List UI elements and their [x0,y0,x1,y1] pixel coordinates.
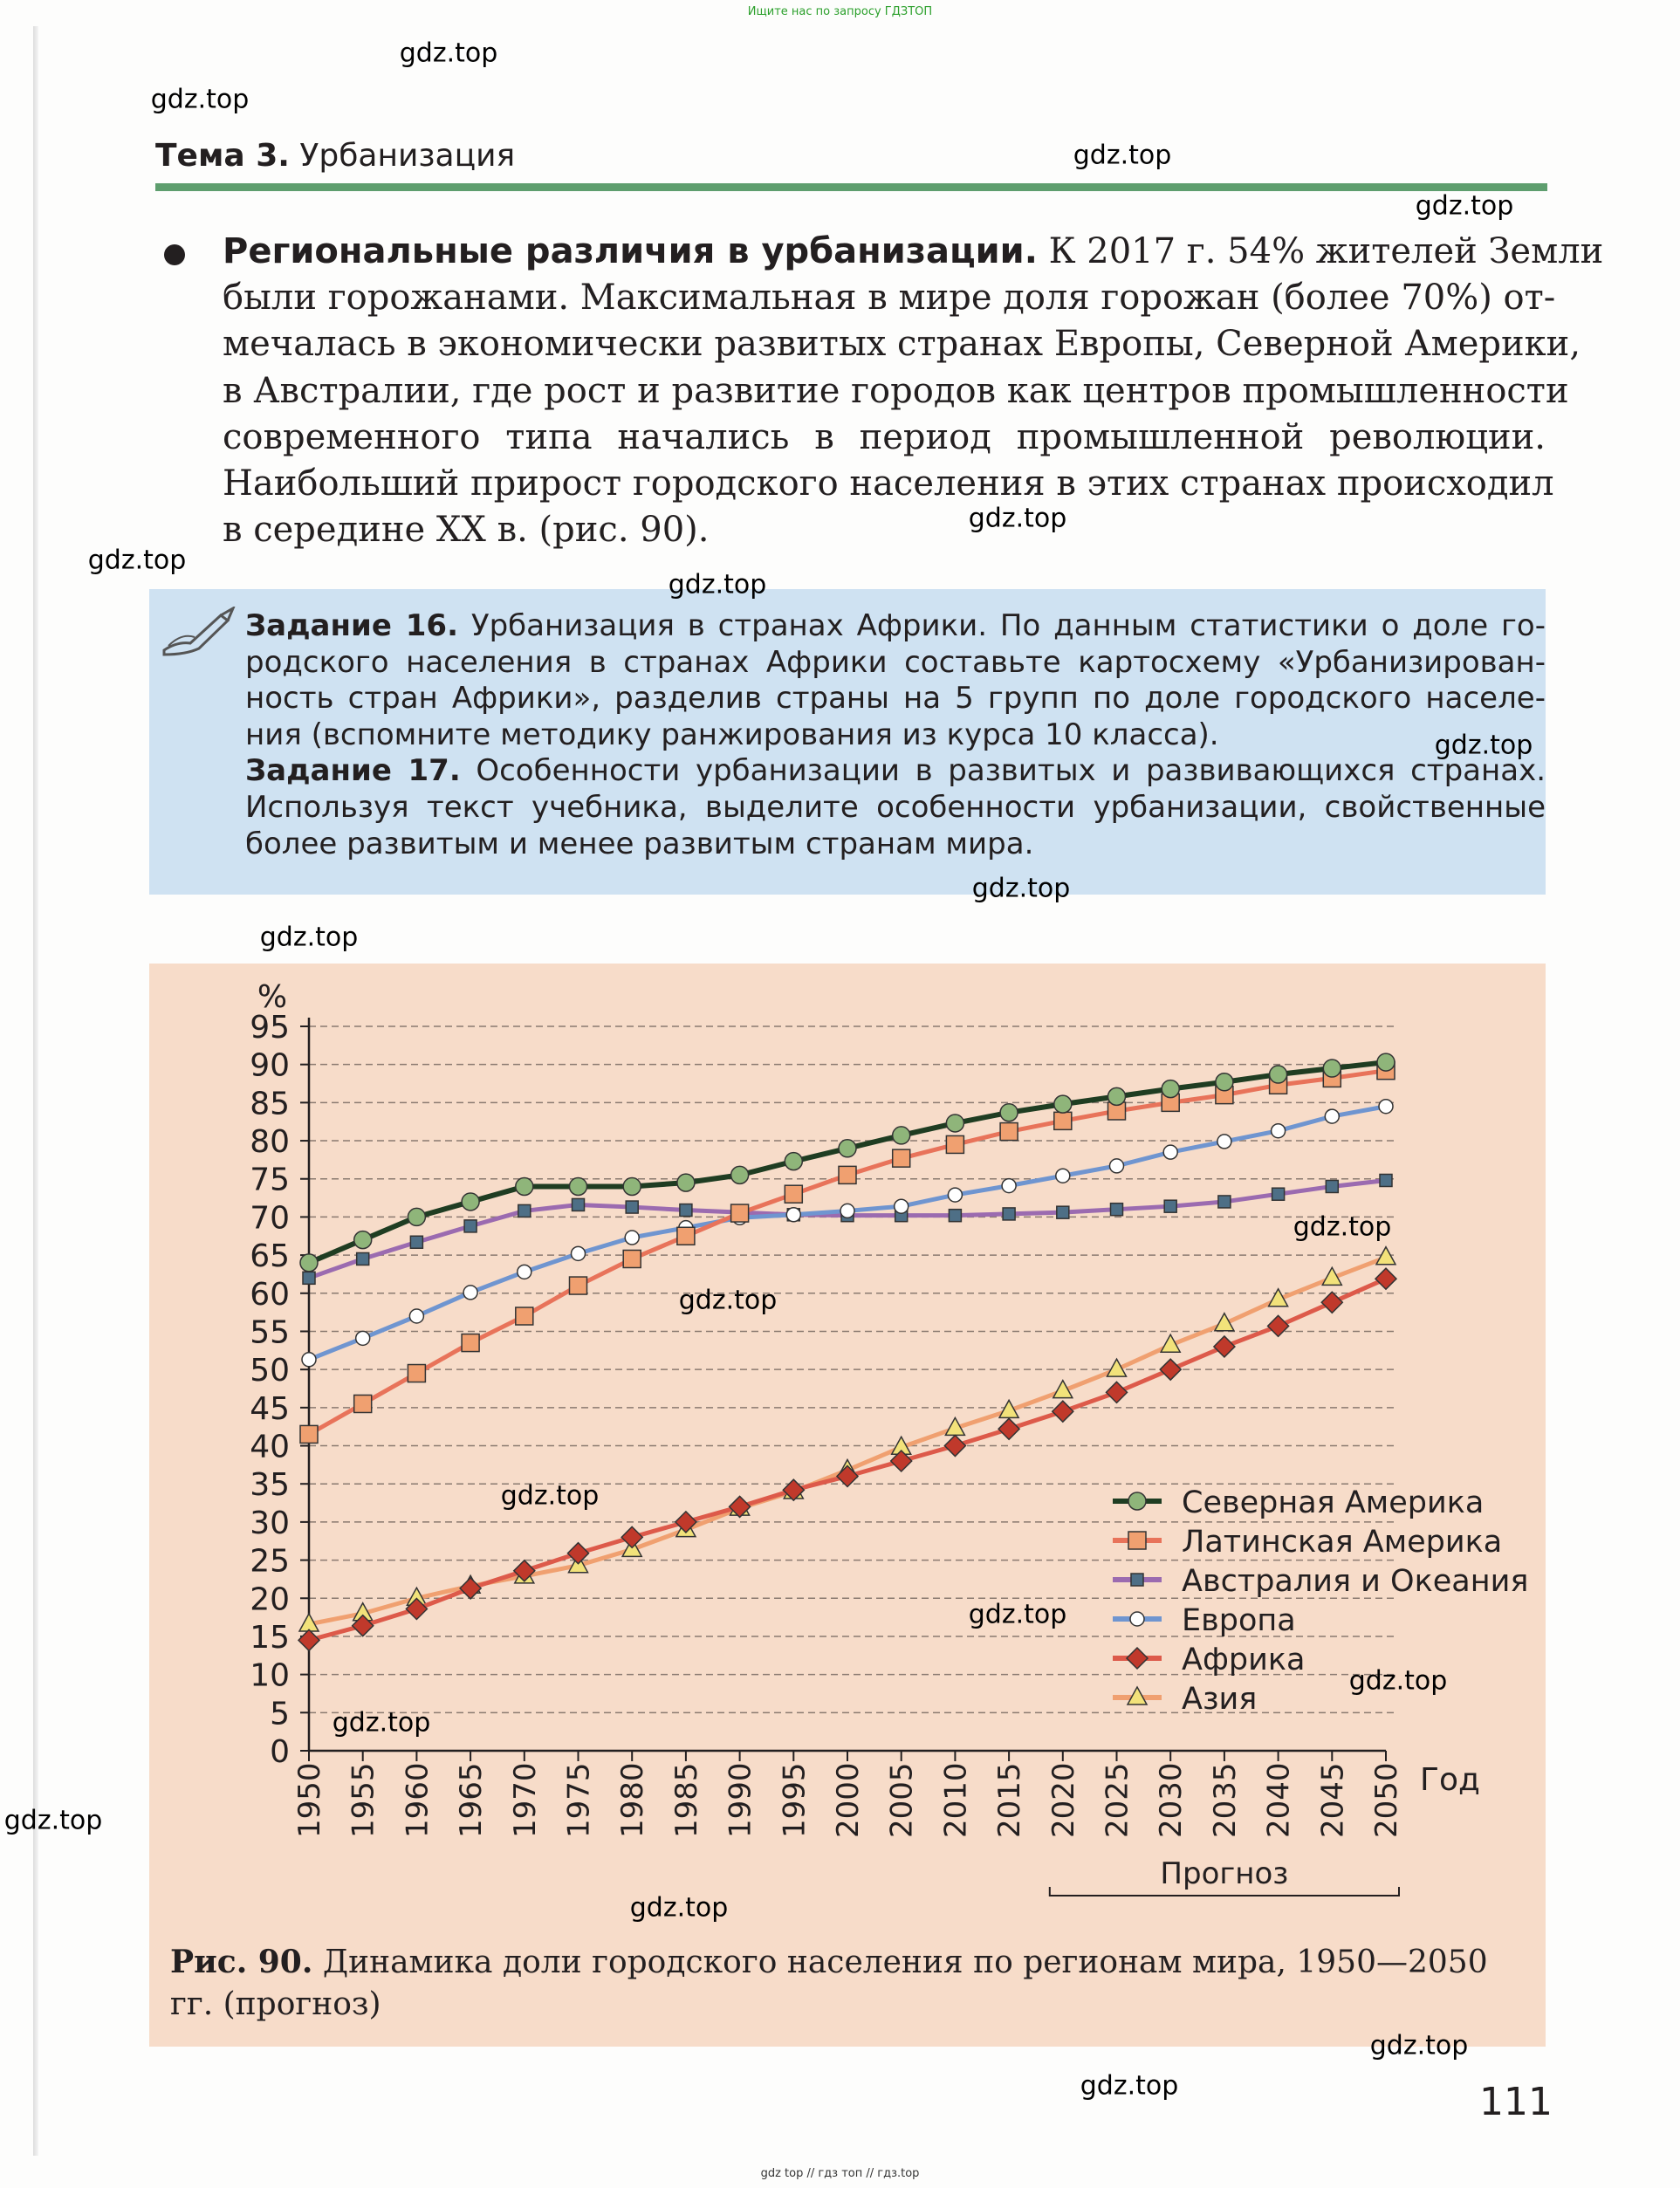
data-point [460,1578,481,1599]
data-point [731,1166,749,1183]
data-point [1270,1066,1287,1083]
paragraph-lead: Региональные различия в урбанизации. [223,231,1038,271]
y-tick-label: 90 [250,1047,290,1084]
data-point [998,1418,1019,1439]
data-point [1000,1104,1018,1121]
data-point [408,1365,425,1382]
legend-label: Африка [1182,1643,1306,1677]
paragraph-line: были горожанами. Максимальная в мире доля горожан (более 70%) от- [223,278,1556,319]
x-tick-label: 1955 [346,1762,381,1838]
page-number: 111 [1479,2080,1553,2124]
paragraph-line: мечалась в экономически развитых странах Европы, Северной Америки, [223,324,1581,365]
data-point [785,1185,802,1203]
data-point [518,1204,531,1217]
watermark: gdz.top [1369,2030,1469,2061]
y-tick-label: 60 [250,1276,290,1313]
task-17-line [245,753,1546,790]
data-point [1003,1208,1015,1220]
paragraph-line: в середине XX в. (рис. 90). [223,510,710,551]
y-tick-label: 5 [270,1696,290,1732]
data-point [1054,1112,1072,1129]
data-point [944,1436,965,1457]
data-point [570,1277,587,1294]
data-point [516,1307,533,1325]
data-point [1218,1196,1231,1208]
legend-label: Азия [1182,1682,1258,1717]
topic-title: Урбанизация [299,138,516,174]
y-tick-label: 65 [250,1238,290,1275]
data-point [1107,1382,1128,1403]
watermark: gdz.top [1415,190,1514,222]
page-edge [33,26,38,2156]
watermark: gdz.top [668,569,767,600]
watermark: gdz.top [399,38,498,69]
data-point [518,1265,531,1279]
y-tick-label: 35 [250,1467,290,1504]
data-point [462,1193,479,1211]
data-point [675,1512,696,1533]
x-tick-label: 1980 [615,1762,651,1838]
watermark: gdz.top [629,1892,729,1924]
data-point [1272,1188,1285,1200]
data-point [410,1236,422,1248]
data-point [949,1210,961,1222]
data-point [677,1227,695,1245]
data-point [464,1220,477,1232]
data-point [1323,1060,1341,1077]
data-point [623,1177,641,1195]
data-point [408,1208,425,1225]
bottom-footer[interactable]: gdz top // гдз топ // гдз.top [760,2167,920,2180]
data-point [1057,1206,1069,1218]
watermark: gdz.top [1073,140,1172,171]
watermark: gdz.top [1434,730,1533,761]
data-point [1216,1073,1233,1091]
data-point [354,1395,372,1412]
forecast-label: Прогноз [1160,1856,1289,1891]
legend-marker [1128,1492,1146,1510]
caption-text: Динамика доли городского населения по регионам мира, 1950—2050 гг. (прогноз) [170,1945,1488,2022]
top-banner[interactable]: Ищите нас по запросу ГДЗТОП [747,5,933,18]
data-point [354,1231,372,1249]
figure-caption [170,1941,1514,2026]
data-point [1379,1100,1393,1114]
legend-marker [1127,1648,1148,1669]
data-point [298,1629,319,1650]
legend-marker [1131,1574,1143,1586]
task-16-line: родского населения в странах Африки составьте картосхему «Урбанизирован- [245,644,1546,680]
watermark: gdz.top [332,1707,431,1739]
x-tick-label: 2000 [831,1762,866,1838]
x-tick-label: 1990 [723,1762,758,1838]
data-point [1217,1135,1231,1149]
paragraph-line: в Австралии, где рост и развитие городов как центров промышленности [223,370,1569,411]
legend-label: Европа [1182,1603,1296,1638]
watermark: gdz.top [259,922,359,953]
x-tick-label: 2035 [1207,1762,1243,1838]
data-point [839,1166,856,1183]
task-16-line [245,608,1546,645]
y-tick-label: 10 [250,1657,290,1694]
watermark: gdz.top [500,1480,600,1512]
urbanization-line-chart [149,964,1546,1932]
data-point [302,1353,316,1367]
data-point [1163,1145,1177,1159]
x-tick-label: 2030 [1154,1762,1190,1838]
y-tick-label: 40 [250,1429,290,1465]
data-point [1002,1179,1016,1193]
data-point [785,1153,802,1170]
data-point [1108,1087,1126,1105]
task-17-line: Используя текст учебника, выделите особенности урбанизации, свойственные [245,789,1546,825]
data-point [1268,1315,1289,1336]
data-point [300,1254,318,1272]
data-point [1111,1204,1123,1216]
data-point [948,1188,962,1202]
x-tick-label: 1995 [777,1762,813,1838]
x-tick-label: 2050 [1369,1762,1404,1838]
data-point [1164,1200,1176,1212]
legend-label: Северная Америка [1182,1485,1485,1520]
x-tick-label: 2010 [938,1762,974,1838]
data-point [680,1204,692,1217]
x-tick-label: 1975 [561,1762,597,1838]
caption-label: Рис. 90. [170,1944,313,1980]
watermark: gdz.top [1348,1665,1448,1697]
data-point [570,1177,587,1195]
data-point [946,1135,963,1153]
data-point [839,1140,856,1157]
data-point [625,1231,639,1245]
x-tick-label: 2015 [992,1762,1028,1838]
data-point [356,1331,370,1345]
task-17-line: более развитым и менее развитым странам мира. [245,826,1034,861]
task-17-text: Особенности урбанизации в развитых и развивающихся странах. [460,753,1546,789]
data-point [1160,1359,1181,1380]
data-point [677,1174,695,1191]
y-tick-label: 25 [250,1543,290,1580]
data-point [623,1250,641,1267]
task-16-label: Задание 16. [245,608,458,643]
x-tick-label: 1985 [669,1762,704,1838]
data-point [463,1286,477,1300]
data-point [893,1149,910,1167]
data-point [1377,1053,1395,1071]
paragraph-line: современного типа начались в период промышленной революции. [223,416,1546,457]
watermark: gdz.top [87,545,187,576]
y-tick-label: 85 [250,1086,290,1122]
y-tick-label: 80 [250,1124,290,1161]
main-paragraph [223,229,1604,553]
pencil-hand-icon [160,607,238,659]
watermark: gdz.top [968,1599,1067,1630]
figure-90 [149,964,1546,2047]
data-point [303,1272,315,1284]
legend-marker [1130,1612,1144,1626]
watermark: gdz.top [971,873,1071,904]
y-tick-label: 15 [250,1619,290,1656]
watermark: gdz.top [678,1285,778,1316]
task-16-line: ность стран Африки», разделив страны на 5 групп по доле городского населе- [245,681,1546,717]
data-point [895,1199,909,1213]
topic-label: Тема 3. [155,138,290,174]
data-point [1000,1123,1018,1141]
data-point [300,1425,318,1443]
task-16-text: Урбанизация в странах Африки. По данным статистики о доле го- [458,608,1546,643]
data-point [786,1208,800,1222]
x-tick-label: 2020 [1046,1762,1081,1838]
data-point [1325,1109,1339,1123]
data-point [1162,1080,1179,1098]
x-tick-label: 2005 [884,1762,920,1838]
data-point [516,1177,533,1195]
paragraph-text: К 2017 г. 54% жителей Земли [1037,231,1604,271]
bullet-icon [164,244,185,265]
paragraph-line [223,229,1604,275]
series-line [309,1071,1386,1435]
topic-header [155,138,515,174]
watermark: gdz.top [1080,2070,1179,2102]
data-point [840,1204,854,1217]
data-point [946,1115,963,1132]
data-point [1380,1174,1392,1186]
data-point [1375,1268,1396,1289]
data-point [893,1127,910,1144]
y-tick-label: 0 [270,1734,290,1770]
task-17-label: Задание 17. [245,753,461,789]
data-point [1272,1124,1286,1138]
x-tick-label: 1965 [454,1762,490,1838]
data-point [1054,1095,1072,1113]
legend-label: Австралия и Океания [1182,1564,1529,1599]
x-tick-label: 1970 [507,1762,543,1838]
y-tick-label: 45 [250,1390,290,1427]
watermark: gdz.top [1293,1211,1392,1243]
task-16-line: ния (вспомните методику ранжирования из курса 10 класса). [245,717,1219,752]
x-axis-label: Год [1420,1762,1480,1798]
y-tick-label: 20 [250,1581,290,1618]
data-point [1214,1336,1235,1357]
data-point [731,1204,749,1222]
y-axis-label: % [257,979,288,1015]
x-tick-label: 2045 [1315,1762,1351,1838]
x-tick-label: 2040 [1261,1762,1297,1838]
data-point [409,1309,423,1323]
data-point [572,1246,586,1260]
header-rule [155,183,1547,191]
legend-marker [1128,1532,1146,1549]
watermark: gdz.top [968,503,1067,534]
legend-label: Латинская Америка [1182,1525,1503,1560]
tasks-box [149,589,1546,895]
x-tick-label: 1960 [400,1762,435,1838]
watermark: gdz.top [3,1805,103,1836]
data-point [1056,1169,1070,1183]
data-point [462,1334,479,1352]
y-tick-label: 55 [250,1314,290,1351]
y-tick-label: 75 [250,1162,290,1198]
x-tick-label: 1950 [292,1762,327,1838]
data-point [1321,1292,1342,1313]
data-point [1110,1159,1124,1173]
x-tick-label: 2025 [1100,1762,1135,1838]
data-point [1326,1180,1338,1192]
data-point [573,1198,585,1211]
data-point [357,1252,369,1265]
data-point [1053,1401,1073,1422]
y-tick-label: 70 [250,1200,290,1237]
watermark: gdz.top [150,84,250,115]
data-point [626,1201,638,1213]
y-tick-label: 50 [250,1353,290,1389]
y-tick-label: 30 [250,1505,290,1541]
y-tick-label: 95 [250,1010,290,1046]
paragraph-line: Наибольший прирост городского населения в этих странах происходил [223,463,1554,504]
